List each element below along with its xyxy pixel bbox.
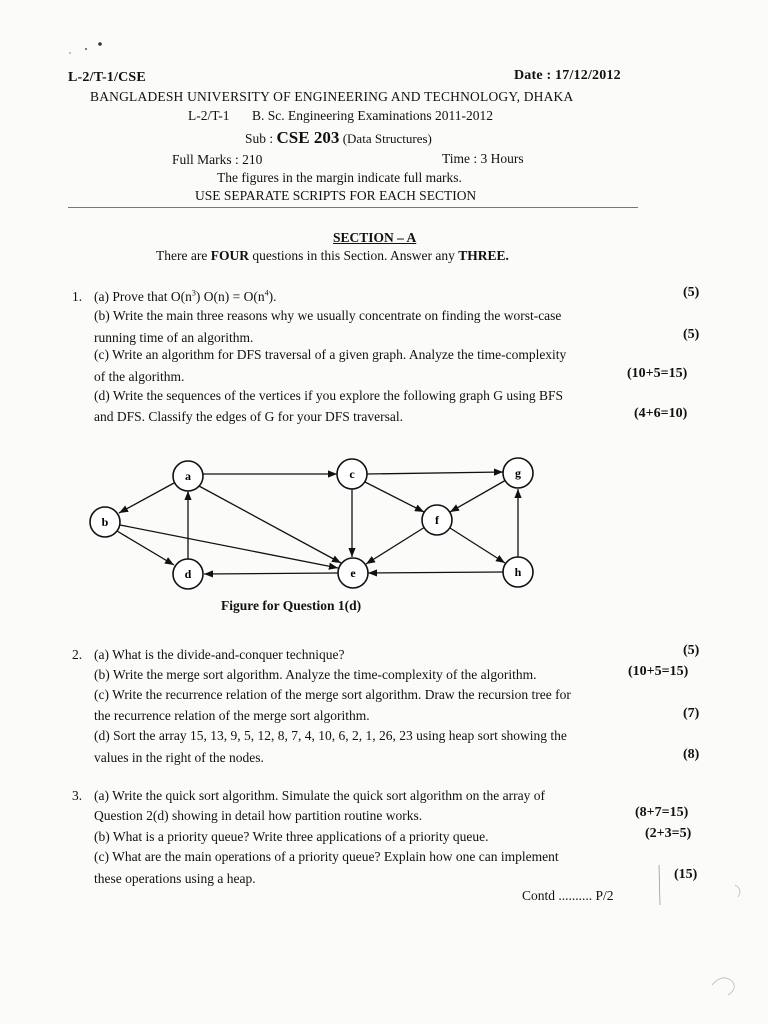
q1d-line1: (d) Write the sequences of the vertices if you explore the following graph G using BFS [94,388,563,403]
q1d-line2: and DFS. Classify the edges of G for your DFS traversal. [94,409,403,424]
svg-text:d: d [184,567,192,581]
q3b-marks: (2+3=5) [645,826,692,841]
q2-number: 2. [72,647,83,662]
q3c-line1: (c) What are the main operations of a priority queue? Explain how one can implement [94,849,559,864]
subject-label: Sub : [245,131,274,146]
svg-text:b: b [101,515,109,529]
q2a-text: (a) What is the divide-and-conquer technique? [94,647,345,662]
svg-text:f: f [435,513,439,527]
q1a-part2: ) O(n) = O(n [195,289,265,304]
exam-title: B. Sc. Engineering Examinations 2011-2012 [252,108,493,123]
q1a-exp2: 4 [264,288,269,298]
figure-caption: Figure for Question 1(d) [221,598,362,613]
instruction-answer-count: THREE. [458,248,509,263]
instruction-text-1: There are [156,248,208,263]
full-marks: Full Marks : 210 [172,152,263,167]
subject-code: CSE 203 [276,128,340,147]
continued-note: Contd .......... P/2 [522,888,614,903]
level-term: L-2/T-1 [188,108,230,123]
q2c-marks: (7) [683,706,700,721]
section-title: SECTION – A [333,230,417,245]
q2d-line2: values in the right of the nodes. [94,750,264,765]
q2a-marks: (5) [683,643,700,658]
q1a-marks: (5) [683,285,700,300]
exam-date: Date : 17/12/2012 [514,68,621,83]
q1b-marks: (5) [683,327,700,342]
q3a-line2: Question 2(d) showing in detail how partition routine works. [94,808,423,823]
q1c-line2: of the algorithm. [94,369,185,384]
instruction-text-2: questions in this Section. Answer any [252,248,455,263]
q1c-marks: (10+5=15) [627,366,688,381]
q3-number: 3. [72,788,83,803]
q2c-line2: the recurrence relation of the merge sort algorithm. [94,708,370,723]
q2b-marks: (10+5=15) [628,664,689,679]
q3c-line2: these operations using a heap. [94,871,256,886]
course-code: L-2/T-1/CSE [68,70,146,85]
q1a-part3: ). [268,289,277,304]
subject-name: (Data Structures) [342,131,432,146]
instruction-count: FOUR [210,248,249,263]
svg-text:g: g [515,466,521,480]
svg-text:e: e [350,566,356,580]
university-name: BANGLADESH UNIVERSITY OF ENGINEERING AND TECHNOLOGY, DHAKA [90,89,574,104]
q1a-part1: (a) Prove that O(n [94,289,192,304]
margin-note: The figures in the margin indicate full marks. [217,170,462,185]
q2d-line1: (d) Sort the array 15, 13, 9, 5, 12, 8, 7, 4, 10, 6, 2, 1, 26, 23 using heap sort showing the [94,728,567,743]
svg-text:h: h [514,565,522,579]
q1c-line1: (c) Write an algorithm for DFS traversal of a given graph. Analyze the time-complexity [94,347,567,362]
q3a-line1: (a) Write the quick sort algorithm. Simulate the quick sort algorithm on the array of [94,788,545,803]
q1b-line1: (b) Write the main three reasons why we usually concentrate on finding the worst-case [94,308,562,323]
q2b-text: (b) Write the merge sort algorithm. Analyze the time-complexity of the algorithm. [94,667,537,682]
exam-time: Time : 3 Hours [442,151,524,166]
svg-text:a: a [185,469,191,483]
svg-text:c: c [349,467,355,481]
q1b-line2: running time of an algorithm. [94,330,254,345]
q1d-marks: (4+6=10) [634,406,688,421]
q2c-line1: (c) Write the recurrence relation of the merge sort algorithm. Draw the recursion tree for [94,687,571,702]
q3a-marks: (8+7=15) [635,805,689,820]
separate-scripts-note: USE SEPARATE SCRIPTS FOR EACH SECTION [195,188,477,203]
q1-number: 1. [72,289,83,304]
q3b-text: (b) What is a priority queue? Write three applications of a priority queue. [94,829,489,844]
q1a-exp1: 3 [191,288,196,298]
q3c-marks: (15) [674,867,698,882]
q2d-marks: (8) [683,747,700,762]
